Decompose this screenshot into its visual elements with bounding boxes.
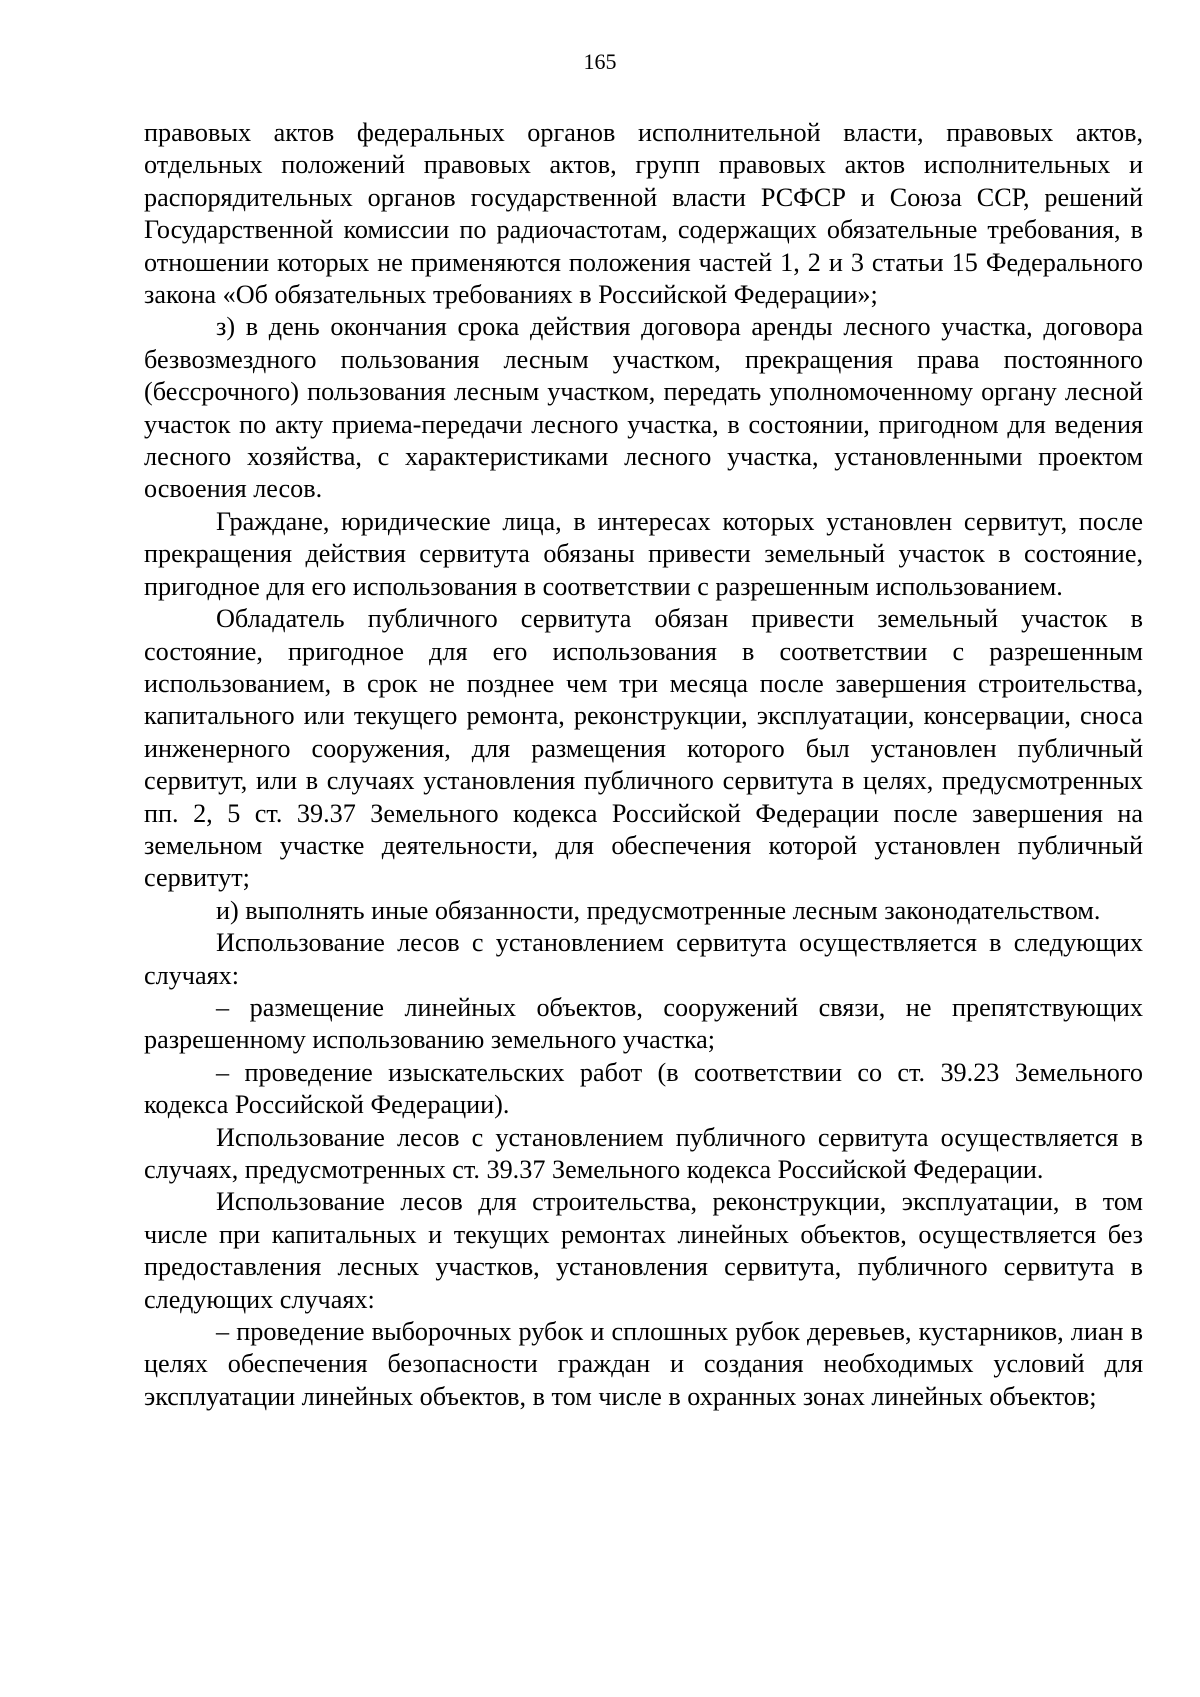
- list-item: – проведение изыскательских работ (в соответствии со ст. 39.23 Земельного кодекса Российской Федерации).: [144, 1057, 1143, 1120]
- paragraph: и) выполнять иные обязанности, предусмотренные лесным законодательством.: [216, 895, 1101, 925]
- paragraph: Граждане, юридические лица, в интересах которых установлен сервитут, после прекращения действия сервитута обязаны привести земельный участок в состояние, пригодное для его использования в соответствии с разрешенным использованием.: [144, 506, 1143, 601]
- paragraph: правовых актов федеральных органов исполнительной власти, правовых актов, отдельных положений правовых актов, групп правовых актов исполнительных и распорядительных органов государственной власти РСФСР и Союза ССР, решений Государственной комиссии по радиочастотам, содержащих обязательные требования, в отношении которых не применяются положения частей 1, 2 и 3 статьи 15 Федерального закона «Об обязательных требованиях в Российской Федерации»;: [144, 118, 1143, 310]
- paragraph: Использование лесов для строительства, реконструкции, эксплуатации, в том числе при капитальных и текущих ремонтах линейных объектов, осуществляется без предоставления лесных участков, установления сервитута, публичного сервитута в следующих случаях:: [144, 1187, 1143, 1314]
- paragraph: з) в день окончания срока действия договора аренды лесного участка, договора безвозмездного пользования лесным участком, прекращения права постоянного (бессрочного) пользования лесным участком, передать уполномоченному органу лесной участок по акту приема-передачи лесного участка, в состоянии, пригодном для ведения лесного хозяйства, с характеристиками лесного участка, установленными проектом освоения лесов.: [144, 312, 1143, 504]
- list-item: – проведение выборочных рубок и сплошных рубок деревьев, кустарников, лиан в целях обеспечения безопасности граждан и создания необходимых условий для эксплуатации линейных объектов, в том числе в охранных зонах линейных объектов;: [144, 1317, 1143, 1411]
- page-number: 165: [583, 49, 617, 74]
- paragraph: Использование лесов с установлением публичного сервитута осуществляется в случаях, предусмотренных ст. 39.37 Земельного кодекса Российской Федерации.: [144, 1122, 1143, 1184]
- list-item: – размещение линейных объектов, сооружений связи, не препятствующих разрешенному использованию земельного участка;: [144, 992, 1143, 1055]
- paragraph: Использование лесов с установлением сервитута осуществляется в следующих случаях:: [144, 928, 1143, 990]
- document-body: [144, 117, 1143, 1413]
- paragraph: Обладатель публичного сервитута обязан привести земельный участок в состояние, пригодное для его использования в соответствии с разрешенным использованием, в срок не позднее чем три месяца после завершения строительства, капитального или текущего ремонта, реконструкции, эксплуатации, консервации, сноса инженерного сооружения, для размещения которого был установлен публичный сервитут, или в случаях установления публичного сервитута в целях, предусмотренных пп. 2, 5 ст. 39.37 Земельного кодекса Российской Федерации после завершения на земельном участке деятельности, для обеспечения которой установлен публичный сервитут;: [144, 604, 1143, 893]
